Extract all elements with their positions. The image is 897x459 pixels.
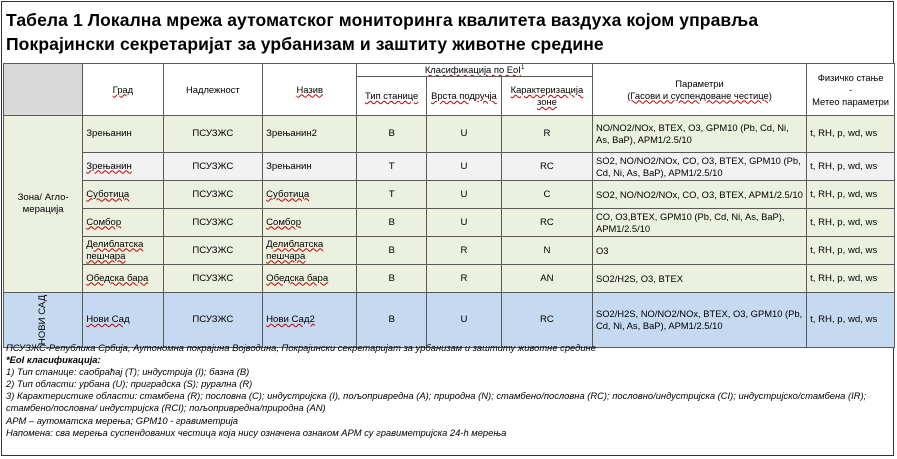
cell-kar: RC bbox=[501, 293, 592, 348]
cell-grad: Зрењанин bbox=[83, 116, 163, 153]
cell-naziv: Нови Сад2 bbox=[263, 293, 357, 348]
cell-kar: RC bbox=[501, 209, 592, 237]
cell-tip: B bbox=[357, 237, 427, 265]
cell-naziv: Обедска бара bbox=[263, 265, 357, 293]
cell-vrsta: U bbox=[426, 181, 501, 209]
cell-grad: Делиблатска пешчара bbox=[83, 237, 163, 265]
cell-params: NO/NO2/NOx, BTEX, O3, GPM10 (Pb, Cd, Ni, As, BaP), APM1/2.5/10 bbox=[592, 116, 806, 153]
cell-meteo: t, RH, p, wd, ws bbox=[807, 293, 895, 348]
cell-vrsta: U bbox=[426, 209, 501, 237]
cell-meteo: t, RH, p, wd, ws bbox=[807, 209, 895, 237]
cell-kar: AN bbox=[501, 265, 592, 293]
cell-grad: Обедска бара bbox=[83, 265, 163, 293]
note-eoi-title: *EoI класификација: bbox=[6, 354, 101, 366]
col-fizicko: Физичко стање - Метео параметри bbox=[807, 64, 895, 116]
cell-meteo: t, RH, p, wd, ws bbox=[807, 265, 895, 293]
cell-tip: T bbox=[357, 153, 427, 181]
cell-vrsta: U bbox=[426, 116, 501, 153]
cell-tip: T bbox=[357, 181, 427, 209]
col-parametri: Параметри (Гасови и суспендоване честице) bbox=[592, 64, 806, 116]
cell-meteo: t, RH, p, wd, ws bbox=[807, 116, 895, 153]
cell-nadleznost: ПСУЗЖС bbox=[163, 293, 263, 348]
cell-meteo: t, RH, p, wd, ws bbox=[807, 181, 895, 209]
page-title bbox=[6, 8, 891, 56]
table-row bbox=[4, 237, 895, 265]
cell-params: O3 bbox=[592, 237, 806, 265]
table-row bbox=[4, 293, 895, 348]
table-row bbox=[4, 209, 895, 237]
col-klasifikacija: Класификација по EoI$^1$ bbox=[357, 64, 593, 77]
table-row bbox=[4, 116, 895, 153]
note-karakteristike: 3) Карактеристике области: стамбена (R); пословна (C); индустријска (I), пољопривредна (A); природна (N); стамбено/пословна (RC); пословно/индустријска (CI); индустријско/стамбена (IR); стамбено/пословна/ индустријска (RCI); пољопривредна/природна (AN) bbox=[6, 390, 867, 414]
title-line-2: Покрајински секретаријат за урбанизам и заштиту животне средине bbox=[6, 34, 604, 54]
cell-tip: B bbox=[357, 116, 427, 153]
cell-params: SO2, NO/NO2/NOx, CO, O3, BTEX, GPM10 (Pb, Cd, Ni, As, BaP), APM1/2.5/10 bbox=[592, 153, 806, 181]
zone-cell: Зона/ Агло-мерација bbox=[4, 116, 83, 293]
table-frame bbox=[1, 1, 894, 456]
cell-grad: Суботица bbox=[83, 181, 163, 209]
cell-grad: Зрењанин bbox=[83, 153, 163, 181]
cell-naziv: Сомбор bbox=[263, 209, 357, 237]
table-row bbox=[4, 265, 895, 293]
cell-tip: B bbox=[357, 209, 427, 237]
col-tip: Тип станице bbox=[357, 77, 427, 116]
cell-kar: RC bbox=[501, 153, 592, 181]
cell-vrsta: U bbox=[426, 293, 501, 348]
cell-naziv: Зрењанин bbox=[263, 153, 357, 181]
col-naziv: Назив bbox=[263, 64, 357, 116]
col-grad: Град bbox=[83, 64, 163, 116]
cell-params: CO, O3,BTEX, GPM10 (Pb, Cd, Ni, As, BaP), APM1/2.5/10 bbox=[592, 209, 806, 237]
cell-naziv: Делиблатска пешчара bbox=[263, 237, 357, 265]
col-nadleznost: Надлежност bbox=[163, 64, 263, 116]
cell-meteo: t, RH, p, wd, ws bbox=[807, 237, 895, 265]
cell-params: SO2/H2S, O3, BTEX bbox=[592, 265, 806, 293]
cell-tip: B bbox=[357, 265, 427, 293]
header-row-1 bbox=[4, 64, 895, 77]
title-line-1: Табела 1 Локална мрежа аутоматског мониторинга квалитета ваздуха којом управља bbox=[6, 10, 759, 30]
cell-vrsta: R bbox=[426, 237, 501, 265]
cell-nadleznost: ПСУЗЖС bbox=[163, 116, 263, 153]
cell-nadleznost: ПСУЗЖС bbox=[163, 209, 263, 237]
cell-grad: Нови Сад bbox=[83, 293, 163, 348]
cell-meteo: t, RH, p, wd, ws bbox=[807, 153, 895, 181]
cell-naziv: Зрењанин2 bbox=[263, 116, 357, 153]
cell-nadleznost: ПСУЗЖС bbox=[163, 153, 263, 181]
col-vrsta: Врста подручја bbox=[426, 77, 501, 116]
cell-nadleznost: ПСУЗЖС bbox=[163, 181, 263, 209]
note-tip-oblasti: 2) Тип области: урбана (U); приградска (S); рурална (R) bbox=[6, 378, 253, 390]
note-apm-gpm: APM – аутоматска мерења; GPM10 - гравиметрија bbox=[6, 414, 239, 426]
table-row bbox=[4, 153, 895, 181]
cell-grad: Сомбор bbox=[83, 209, 163, 237]
cell-params: SO2, NO/NO2/NOx, CO, O3, BTEX, APM1/2.5/10 bbox=[592, 181, 806, 209]
cell-vrsta: R bbox=[426, 265, 501, 293]
note-psuzzs: ПСУЗЖС-Република Србија, Аутономна покрајина Војводина, Покрајински секретаријат за урбанизам и заштиту животне средине bbox=[6, 342, 596, 353]
monitoring-table bbox=[3, 63, 895, 348]
col-karakterizacija: Карактеризација зоне bbox=[501, 77, 592, 116]
cell-kar: R bbox=[501, 116, 592, 153]
cell-kar: C bbox=[501, 181, 592, 209]
cell-naziv: Суботица bbox=[263, 181, 357, 209]
note-tip-stanice: 1) Тип станице: саобраћај (T); индустрија (I); базна (B) bbox=[6, 366, 250, 378]
table-row bbox=[4, 181, 895, 209]
cell-nadleznost: ПСУЗЖС bbox=[163, 265, 263, 293]
note-napomena: Напомена: сва мерења суспендованих честица која нису означена ознаком APM су гравиметријска 24-h мерења bbox=[6, 426, 507, 438]
cell-kar: N bbox=[501, 237, 592, 265]
footnotes bbox=[6, 342, 891, 439]
cell-nadleznost: ПСУЗЖС bbox=[163, 237, 263, 265]
cell-params: SO2/H2S, NO/NO2/NOx, BTEX, O3, GPM10 (Pb, Cd, Ni, As, BaP), APM1/2.5/10 bbox=[592, 293, 806, 348]
cell-tip: B bbox=[357, 293, 427, 348]
cell-vrsta: U bbox=[426, 153, 501, 181]
novi-sad-cell: НОВИ САД bbox=[4, 293, 83, 348]
